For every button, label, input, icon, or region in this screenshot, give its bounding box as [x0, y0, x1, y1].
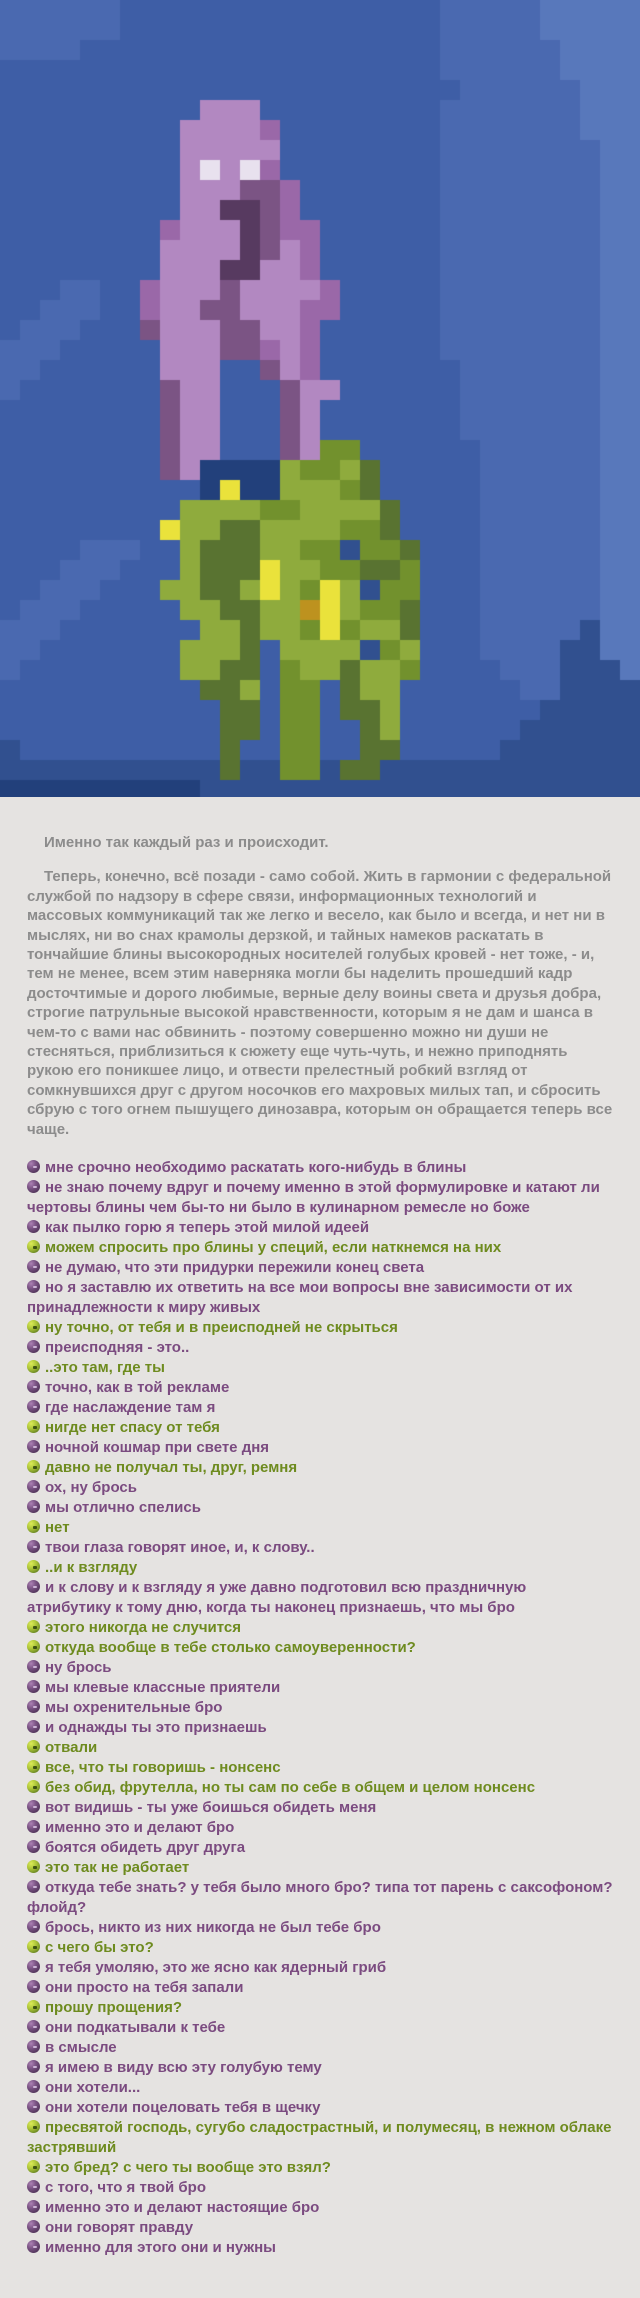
- green-avatar-icon: [27, 1520, 40, 1533]
- chat-message-text: как пылко горю я теперь этой милой идеей: [45, 1219, 370, 1237]
- purple-avatar-icon: [27, 2020, 40, 2033]
- chat-message: [27, 1658, 614, 1678]
- purple-avatar-icon: [27, 1180, 40, 1193]
- chat-message-text: ночной кошмар при свете дня: [45, 1439, 270, 1457]
- chat-message: [27, 2118, 614, 2158]
- chat-message-text: без обид, фрутелла, но ты сам по себе в общем и целом нонсенс: [45, 1779, 536, 1797]
- chat-message-text: они хотели поцеловать тебя в щечку: [45, 2099, 321, 2117]
- purple-avatar-icon: [27, 1380, 40, 1393]
- chat-message: [27, 1878, 614, 1918]
- chat-message: [27, 1738, 614, 1758]
- chat-message-text: откуда тебе знать? у тебя было много бро? типа тот парень с саксофоном? флойд?: [27, 1879, 613, 1917]
- chat-message-text: отвали: [45, 1739, 98, 1757]
- chat-message-text: с того, что я твой бро: [45, 2179, 206, 2197]
- chat-message: [27, 1558, 614, 1578]
- purple-avatar-icon: [27, 1160, 40, 1173]
- chat-message: [27, 1698, 614, 1718]
- chat-message: [27, 1958, 614, 1978]
- chat-message-text: нигде нет спасу от тебя: [45, 1419, 220, 1437]
- chat-message: [27, 2058, 614, 2078]
- chat-message-text: мы клевые классные приятели: [45, 1679, 281, 1697]
- chat-message-text: это бред? с чего ты вообще это взял?: [45, 2159, 331, 2177]
- chat-message: [27, 1178, 614, 1218]
- chat-message-text: и однажды ты это признаешь: [45, 1719, 267, 1737]
- green-avatar-icon: [27, 1360, 40, 1373]
- chat-message-text: твои глаза говорят иное, и, к слову..: [45, 1539, 315, 1557]
- chat-message-text: боятся обидеть друг друга: [45, 1839, 246, 1857]
- green-avatar-icon: [27, 1320, 40, 1333]
- chat-message-text: вот видишь - ты уже боишься обидеть меня: [45, 1799, 377, 1817]
- chat-message: [27, 1418, 614, 1438]
- purple-avatar-icon: [27, 1880, 40, 1893]
- chat-message: [27, 2158, 614, 2178]
- chat-message-text: этого никогда не случится: [45, 1619, 241, 1637]
- chat-message: [27, 1618, 614, 1638]
- chat-message: [27, 1858, 614, 1878]
- chat-message-text: преисподняя - это..: [45, 1339, 190, 1357]
- chat-message-text: они говорят правду: [45, 2219, 194, 2237]
- chat-message-text: мы отлично спелись: [45, 1499, 201, 1517]
- green-avatar-icon: [27, 1760, 40, 1773]
- chat-message-text: именно это и делают бро: [45, 1819, 235, 1837]
- chat-message-text: брось, никто из них никогда не был тебе бро: [45, 1919, 381, 1937]
- chat-message: [27, 1938, 614, 1958]
- chat-message: [27, 2178, 614, 2198]
- chat-message: [27, 2198, 614, 2218]
- chat-message-text: можем спросить про блины у специй, если наткнемся на них: [45, 1239, 502, 1257]
- green-avatar-icon: [27, 2160, 40, 2173]
- purple-avatar-icon: [27, 1280, 40, 1293]
- pixel-art-image: [0, 0, 640, 797]
- purple-avatar-icon: [27, 1660, 40, 1673]
- chat-message: [27, 1838, 614, 1858]
- green-avatar-icon: [27, 2120, 40, 2133]
- green-avatar-icon: [27, 1740, 40, 1753]
- chat-message-text: но я заставлю их ответить на все мои вопросы вне зависимости от их принадлежности к миру живых: [27, 1279, 573, 1317]
- chat-message: [27, 1378, 614, 1398]
- chat-message-text: они подкатывали к тебе: [45, 2019, 226, 2037]
- purple-avatar-icon: [27, 2080, 40, 2093]
- chat-message-text: они хотели...: [45, 2079, 141, 2097]
- purple-avatar-icon: [27, 1720, 40, 1733]
- purple-avatar-icon: [27, 1500, 40, 1513]
- chat-message-text: и к слову и к взгляду я уже давно подготовил всю праздничную атрибутику к тому дню, когда ты наконец признаешь, что мы бро: [27, 1579, 527, 1617]
- purple-avatar-icon: [27, 1580, 40, 1593]
- purple-avatar-icon: [27, 1340, 40, 1353]
- chat-message: [27, 1438, 614, 1458]
- chat-message: [27, 1678, 614, 1698]
- chat-message-text: ..это там, где ты: [45, 1359, 165, 1377]
- purple-avatar-icon: [27, 1920, 40, 1933]
- chat-message: [27, 1518, 614, 1538]
- purple-avatar-icon: [27, 2200, 40, 2213]
- chat-message-text: не знаю почему вдруг и почему именно в этой формулировке и катают ли чертовы блины чем бы-то ни было в кулинарном ремесле но боже: [27, 1179, 600, 1217]
- chat-message-text: все, что ты говоришь - нонсенс: [45, 1759, 281, 1777]
- purple-avatar-icon: [27, 1400, 40, 1413]
- green-avatar-icon: [27, 1620, 40, 1633]
- chat-message-text: не думаю, что эти придурки пережили конец света: [45, 1259, 425, 1277]
- chat-message-text: с чего бы это?: [45, 1939, 154, 1957]
- purple-avatar-icon: [27, 1800, 40, 1813]
- chat-message: [27, 2218, 614, 2238]
- green-avatar-icon: [27, 1860, 40, 1873]
- chat-message: [27, 2038, 614, 2058]
- purple-avatar-icon: [27, 2180, 40, 2193]
- chat-message: [27, 1278, 614, 1318]
- chat-message-text: где наслаждение там я: [45, 1399, 216, 1417]
- intro-paragraph-1: Именно так каждый раз и происходит.: [44, 834, 329, 851]
- post-content: [0, 797, 640, 2298]
- chat-message-text: ох, ну брось: [45, 1479, 137, 1497]
- purple-avatar-icon: [27, 1700, 40, 1713]
- chat-message: [27, 1818, 614, 1838]
- chat-message: [27, 1638, 614, 1658]
- chat-message: [27, 2018, 614, 2038]
- chat-message-text: прошу прощения?: [45, 1999, 182, 2017]
- chat-message: [27, 1578, 614, 1618]
- green-avatar-icon: [27, 1940, 40, 1953]
- chat-message-text: нет: [45, 1519, 70, 1537]
- chat-message: [27, 1258, 614, 1278]
- purple-avatar-icon: [27, 2240, 40, 2253]
- chat-message: [27, 1158, 614, 1178]
- green-avatar-icon: [27, 1560, 40, 1573]
- chat-message-text: пресвятой господь, сугубо сладострастный, и полумесяц, в нежном облаке застрявший: [27, 2119, 612, 2157]
- chat-message: [27, 1478, 614, 1498]
- green-avatar-icon: [27, 1640, 40, 1653]
- purple-avatar-icon: [27, 1820, 40, 1833]
- chat-message: [27, 1238, 614, 1258]
- chat-message: [27, 1338, 614, 1358]
- chat-message-text: именно это и делают настоящие бро: [45, 2199, 320, 2217]
- chat-message: [27, 2098, 614, 2118]
- purple-avatar-icon: [27, 1220, 40, 1233]
- chat-message: [27, 1918, 614, 1938]
- green-avatar-icon: [27, 1460, 40, 1473]
- chat-message: [27, 1498, 614, 1518]
- chat-message: [27, 1778, 614, 1798]
- chat-message-text: давно не получал ты, друг, ремня: [45, 1459, 298, 1477]
- chat-message: [27, 1978, 614, 1998]
- chat-message: [27, 2078, 614, 2098]
- chat-message-text: мне срочно необходимо раскатать кого-нибудь в блины: [45, 1159, 467, 1177]
- green-avatar-icon: [27, 1780, 40, 1793]
- purple-avatar-icon: [27, 1540, 40, 1553]
- purple-avatar-icon: [27, 1480, 40, 1493]
- chat-message: [27, 1798, 614, 1818]
- chat-message: [27, 1538, 614, 1558]
- green-avatar-icon: [27, 1420, 40, 1433]
- purple-avatar-icon: [27, 1840, 40, 1853]
- green-avatar-icon: [27, 1240, 40, 1253]
- purple-avatar-icon: [27, 1980, 40, 1993]
- chat-message-text: в смысле: [45, 2039, 117, 2057]
- purple-avatar-icon: [27, 1960, 40, 1973]
- purple-avatar-icon: [27, 2220, 40, 2233]
- chat-message-text: я имею в виду всю эту голубую тему: [45, 2059, 322, 2077]
- chat-message: [27, 1758, 614, 1778]
- purple-avatar-icon: [27, 1260, 40, 1273]
- chat-message-text: именно для этого они и нужны: [45, 2239, 276, 2257]
- pixel-art-canvas: [0, 0, 640, 797]
- chat-message-text: ..и к взгляду: [45, 1559, 138, 1577]
- chat-message-text: я тебя умоляю, это же ясно как ядерный гриб: [45, 1959, 387, 1977]
- chat-log: [27, 1154, 614, 2258]
- purple-avatar-icon: [27, 1680, 40, 1693]
- purple-avatar-icon: [27, 2060, 40, 2073]
- chat-message: [27, 1998, 614, 2018]
- chat-message: [27, 1318, 614, 1338]
- purple-avatar-icon: [27, 1440, 40, 1453]
- chat-message: [27, 2238, 614, 2258]
- chat-message-text: ну точно, от тебя и в преисподней не скрыться: [45, 1319, 398, 1337]
- green-avatar-icon: [27, 2000, 40, 2013]
- chat-message: [27, 1358, 614, 1378]
- chat-message-text: точно, как в той рекламе: [45, 1379, 230, 1397]
- intro-paragraph-2: Теперь, конечно, всё позади - само собой. Жить в гармонии с федеральной службой по надзору в сфере связи, информационных технологий и массовых коммуникаций так же легко и весело, как было и всегда, и нет ни в мыслях, ни во снах крамолы дерзкой, и тайных намеков раскатать в тончайшие блины высокородных носителей голубых кровей - нет тоже, - и, тем не менее, всем этим наверняка могли бы наделить прошедший кадр досточтимые и дорого любимые, верные делу воины света и друзья добра, строгие патрульные высокой нравственности, которым я не дам и шанса в чем-то с вами нас обвинить - поэтому совершенно можно ни души не стесняться, приблизиться к сюжету еще чуть-чуть, и нежно приподнять рукою его поникшее лицо, и отвести прелестный робкий взгляд от сомкнувшихся друг с другом носочков его махровых милых тап, и сбросить сбрую с того огнем пышущего динозавра, которым он обращается теперь все чаще.: [27, 868, 613, 1138]
- chat-message-text: ну брось: [45, 1659, 112, 1677]
- chat-message: [27, 1458, 614, 1478]
- chat-message-text: они просто на тебя запали: [45, 1979, 244, 1997]
- purple-avatar-icon: [27, 2040, 40, 2053]
- purple-avatar-icon: [27, 2100, 40, 2113]
- chat-message: [27, 1398, 614, 1418]
- chat-message-text: откуда вообще в тебе столько самоуверенности?: [45, 1639, 416, 1657]
- chat-message: [27, 1218, 614, 1238]
- chat-message-text: мы охренительные бро: [45, 1699, 223, 1717]
- chat-message: [27, 1718, 614, 1738]
- chat-message-text: это так не работает: [45, 1859, 190, 1877]
